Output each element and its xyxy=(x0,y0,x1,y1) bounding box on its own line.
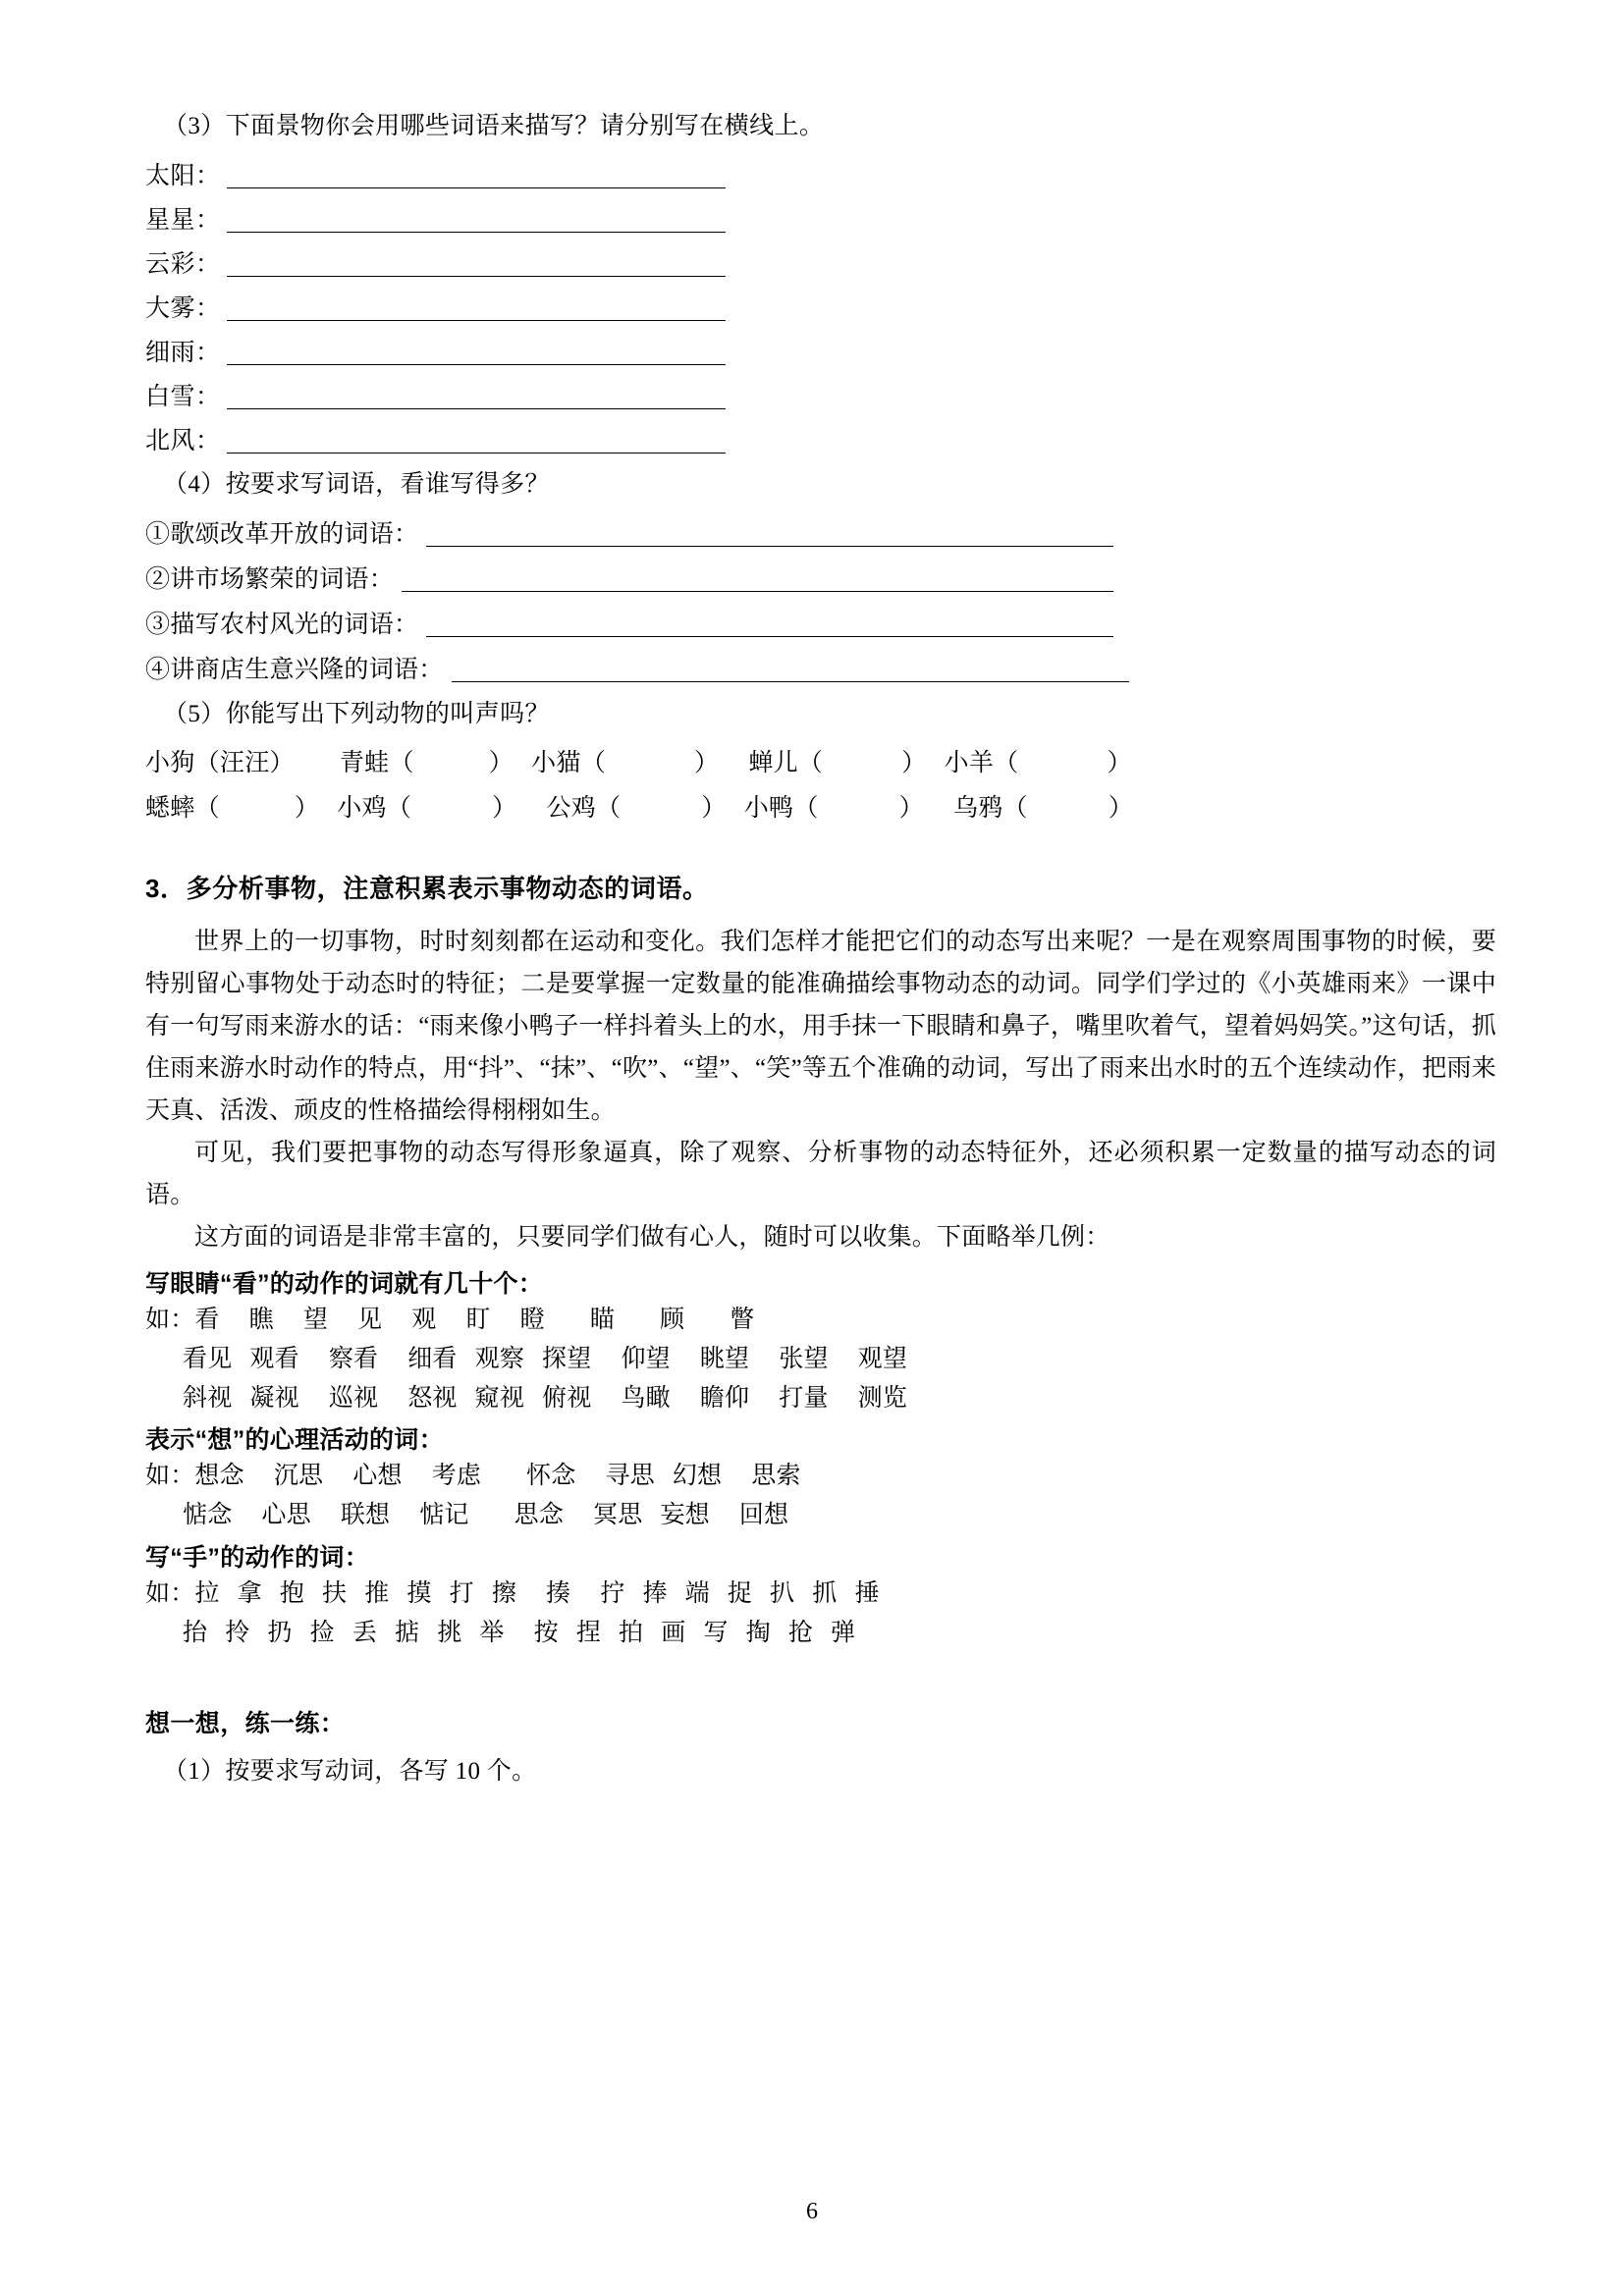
blank-label: 星星： xyxy=(145,207,221,234)
numbered-blank-label: ④讲商店生意兴隆的词语： xyxy=(145,657,444,683)
animal-item: 小鸡（ ） xyxy=(337,795,517,822)
numbered-blank-label: ②讲市场繁荣的词语： xyxy=(145,566,395,593)
word: 思索 xyxy=(751,1463,801,1490)
animal-name: 小狗 xyxy=(145,750,195,776)
word: 画 xyxy=(661,1619,686,1646)
answer-blank-line[interactable] xyxy=(227,294,726,321)
word: 举 xyxy=(479,1619,505,1646)
word-row-prefix: 如： xyxy=(145,1463,195,1490)
answer-blank-line[interactable] xyxy=(227,339,726,365)
word: 探望 xyxy=(542,1345,592,1372)
animal-name: 小猫 xyxy=(531,750,581,776)
word: 写 xyxy=(703,1619,729,1646)
animal-name: 蟋蟀 xyxy=(145,795,195,822)
word: 瞧 xyxy=(248,1307,274,1333)
word: 盯 xyxy=(465,1307,491,1333)
answer-blank-line[interactable] xyxy=(227,383,726,409)
numbered-blank-row xyxy=(145,649,1496,682)
animal-sound-answer[interactable]: 汪汪 xyxy=(219,750,270,776)
word: 望 xyxy=(302,1307,329,1333)
numbered-blank-row xyxy=(145,604,1496,637)
word: 捧 xyxy=(642,1579,668,1607)
blank-row xyxy=(145,376,1496,409)
word: 瞻仰 xyxy=(699,1384,750,1412)
animal-name: 小羊 xyxy=(944,750,995,776)
word-row xyxy=(145,1460,1496,1493)
word: 推 xyxy=(364,1579,390,1607)
word-row xyxy=(145,1304,1496,1337)
word: 按 xyxy=(533,1619,559,1646)
section3-paragraph-3: 这方面的词语是非常丰富的，只要同学们做有心人，随时可以收集。下面略举几例： xyxy=(194,1224,1110,1251)
numbered-blank-label: ①歌颂改革开放的词语： xyxy=(145,521,419,548)
answer-blank-line[interactable] xyxy=(227,250,726,277)
word: 掏 xyxy=(745,1619,771,1646)
blank-label: 云彩： xyxy=(145,251,221,278)
word: 斜视 xyxy=(183,1384,233,1412)
word: 心思 xyxy=(261,1502,311,1528)
animal-item: 蟋蟀（ ） xyxy=(145,795,320,822)
word: 测览 xyxy=(857,1384,908,1412)
word: 窥视 xyxy=(474,1384,525,1412)
answer-blank-line[interactable] xyxy=(227,206,726,233)
word: 怀念 xyxy=(526,1463,576,1490)
animal-item: 蝉儿（ ） xyxy=(748,750,927,776)
word: 抢 xyxy=(787,1619,814,1646)
blank-row xyxy=(145,332,1496,365)
word: 观察 xyxy=(474,1345,525,1372)
word: 凝视 xyxy=(249,1384,299,1412)
word-row-prefix: 如： xyxy=(145,1307,195,1333)
word-group-heading: 写眼睛“看”的动作的词就有几十个： xyxy=(145,1270,544,1298)
word: 扶 xyxy=(322,1579,348,1607)
word: 拿 xyxy=(237,1579,262,1607)
numbered-blank-row xyxy=(145,513,1496,547)
animal-item: 小鸭（ ） xyxy=(743,795,924,822)
exercise4-prompt: （4）按要求写词语，看谁写得多？ xyxy=(163,471,550,498)
word: 冥思 xyxy=(593,1502,643,1528)
exercise5-prompt: （5）你能写出下列动物的叫声吗？ xyxy=(163,701,550,727)
numbered-blank-row xyxy=(145,559,1496,592)
blank-label: 北风： xyxy=(145,428,221,454)
word: 扒 xyxy=(770,1579,795,1607)
word: 捉 xyxy=(727,1579,753,1607)
answer-blank-line[interactable] xyxy=(402,565,1113,592)
word: 幻想 xyxy=(672,1463,723,1490)
word: 看见 xyxy=(183,1345,233,1372)
word: 捶 xyxy=(854,1579,880,1607)
word: 回想 xyxy=(738,1502,789,1528)
word: 拍 xyxy=(619,1619,644,1646)
page-number: 6 xyxy=(806,2199,818,2224)
word: 拎 xyxy=(225,1619,250,1646)
answer-blank-line[interactable] xyxy=(452,656,1129,682)
word: 揍 xyxy=(546,1579,571,1607)
section3-paragraph-2: 可见，我们要把事物的动态写得形象逼真，除了观察、分析事物的动态特征外，还必须积累一定数量的描写动态的词语。 xyxy=(145,1140,1496,1208)
word: 细看 xyxy=(407,1345,458,1372)
word: 抓 xyxy=(812,1579,838,1607)
animal-name: 小鸡 xyxy=(337,795,387,822)
answer-blank-line[interactable] xyxy=(426,611,1113,637)
animal-item: 乌鸦（ ） xyxy=(952,795,1134,822)
word: 捏 xyxy=(575,1619,602,1646)
word: 察看 xyxy=(328,1345,379,1372)
animal-item: 公鸡（ ） xyxy=(546,795,727,822)
word-group-heading: 表示“想”的心理活动的词： xyxy=(145,1426,444,1455)
word: 观望 xyxy=(857,1345,908,1372)
word: 联想 xyxy=(340,1502,391,1528)
answer-blank-line[interactable] xyxy=(426,520,1113,547)
word: 拧 xyxy=(600,1579,625,1607)
word: 擦 xyxy=(491,1579,517,1607)
animal-item: 青蛙（ ） xyxy=(339,750,514,776)
word-row xyxy=(145,1577,1496,1611)
animal-sound-row xyxy=(145,788,1496,824)
animal-name: 公鸡 xyxy=(546,795,597,822)
practice-item-1: （1）按要求写动词，各写 10 个。 xyxy=(163,1758,537,1786)
word: 沉思 xyxy=(273,1463,324,1490)
word-row xyxy=(145,1382,1496,1415)
word: 鸟瞰 xyxy=(621,1384,671,1412)
word-row-prefix: 如： xyxy=(145,1579,195,1607)
word: 挑 xyxy=(437,1619,462,1646)
animal-name: 小鸭 xyxy=(743,795,794,822)
blank-label: 细雨： xyxy=(145,340,221,366)
word: 心想 xyxy=(352,1463,403,1490)
word-row xyxy=(145,1617,1496,1650)
animal-sound-row xyxy=(145,743,1496,778)
blank-row xyxy=(145,288,1496,321)
word: 看 xyxy=(194,1307,220,1333)
word: 抱 xyxy=(279,1579,305,1607)
animal-name: 青蛙 xyxy=(339,750,390,776)
word: 想念 xyxy=(194,1463,244,1490)
word: 打量 xyxy=(779,1384,829,1412)
section3-paragraph-1: 世界上的一切事物，时时刻刻都在运动和变化。我们怎样才能把它们的动态写出来呢？一是在观察周围事物的时候，要特别留心事物处于动态时的特征；二是要掌握一定数量的能准确描绘事物动态的动词。同学们学过的《小英雄雨来》一课中有一句写雨来游水的话：“雨来像小鸭子一样抖着头上的水，用手抹一下眼睛和鼻子，嘴里吹着气，望着妈妈笑。”这句话，抓住雨来游水时动作的特点，用“抖”、“抹”、“吹”、“望”、“笑”等五个准确的动词，写出了雨来出水时的五个连续动作，把雨来天真、活泼、顽皮的性格描绘得栩栩如生。 xyxy=(145,929,1496,1124)
word: 俯视 xyxy=(542,1384,592,1412)
section3-heading: 3．多分析事物，注意积累表示事物动态的词语。 xyxy=(145,874,709,903)
word: 见 xyxy=(357,1307,383,1333)
word-group-heading: 写“手”的动作的词： xyxy=(145,1543,370,1572)
animal-item: 小狗（汪汪） xyxy=(145,750,295,776)
word: 瞥 xyxy=(730,1307,755,1333)
word: 仰望 xyxy=(621,1345,671,1372)
word: 惦念 xyxy=(183,1502,233,1528)
word: 瞪 xyxy=(519,1307,545,1333)
animal-name: 乌鸦 xyxy=(952,795,1003,822)
word: 惦记 xyxy=(419,1502,469,1528)
word-row xyxy=(145,1343,1496,1376)
blank-label: 白雪： xyxy=(145,384,221,410)
word: 眺望 xyxy=(699,1345,750,1372)
exercise3-blank-list xyxy=(145,155,1496,454)
word: 怒视 xyxy=(407,1384,458,1412)
word: 打 xyxy=(449,1579,474,1607)
word: 丢 xyxy=(352,1619,378,1646)
animal-item: 小猫（ ） xyxy=(531,750,720,776)
word: 考虑 xyxy=(431,1463,482,1490)
word: 观看 xyxy=(249,1345,299,1372)
blank-label: 太阳： xyxy=(145,163,221,189)
blank-label: 大雾： xyxy=(145,295,221,322)
word: 捡 xyxy=(309,1619,335,1646)
word: 弹 xyxy=(831,1619,856,1646)
word: 瞄 xyxy=(589,1307,616,1333)
word: 摸 xyxy=(406,1579,432,1607)
word: 掂 xyxy=(395,1619,420,1646)
word: 拉 xyxy=(194,1579,220,1607)
word: 巡视 xyxy=(328,1384,379,1412)
animal-name: 蝉儿 xyxy=(748,750,798,776)
numbered-blank-label: ③描写农村风光的词语： xyxy=(145,612,419,638)
answer-blank-line[interactable] xyxy=(227,427,726,454)
word: 顾 xyxy=(660,1307,685,1333)
blank-row xyxy=(145,155,1496,188)
word: 寻思 xyxy=(605,1463,655,1490)
word: 抬 xyxy=(183,1619,208,1646)
blank-row xyxy=(145,243,1496,277)
practice-heading: 想一想，练一练： xyxy=(145,1710,346,1738)
exercise3-prompt: （3）下面景物你会用哪些词语来描写？请分别写在横线上。 xyxy=(163,113,825,139)
word: 妄想 xyxy=(660,1502,710,1528)
blank-row xyxy=(145,199,1496,233)
answer-blank-line[interactable] xyxy=(227,162,726,188)
word: 思念 xyxy=(514,1502,565,1528)
animal-item: 小羊（ ） xyxy=(944,750,1132,776)
word-row xyxy=(145,1499,1496,1532)
word: 扔 xyxy=(267,1619,293,1646)
exercise4-list xyxy=(145,513,1496,682)
word: 张望 xyxy=(779,1345,829,1372)
word: 端 xyxy=(684,1579,710,1607)
blank-row xyxy=(145,420,1496,454)
word: 观 xyxy=(411,1307,437,1333)
